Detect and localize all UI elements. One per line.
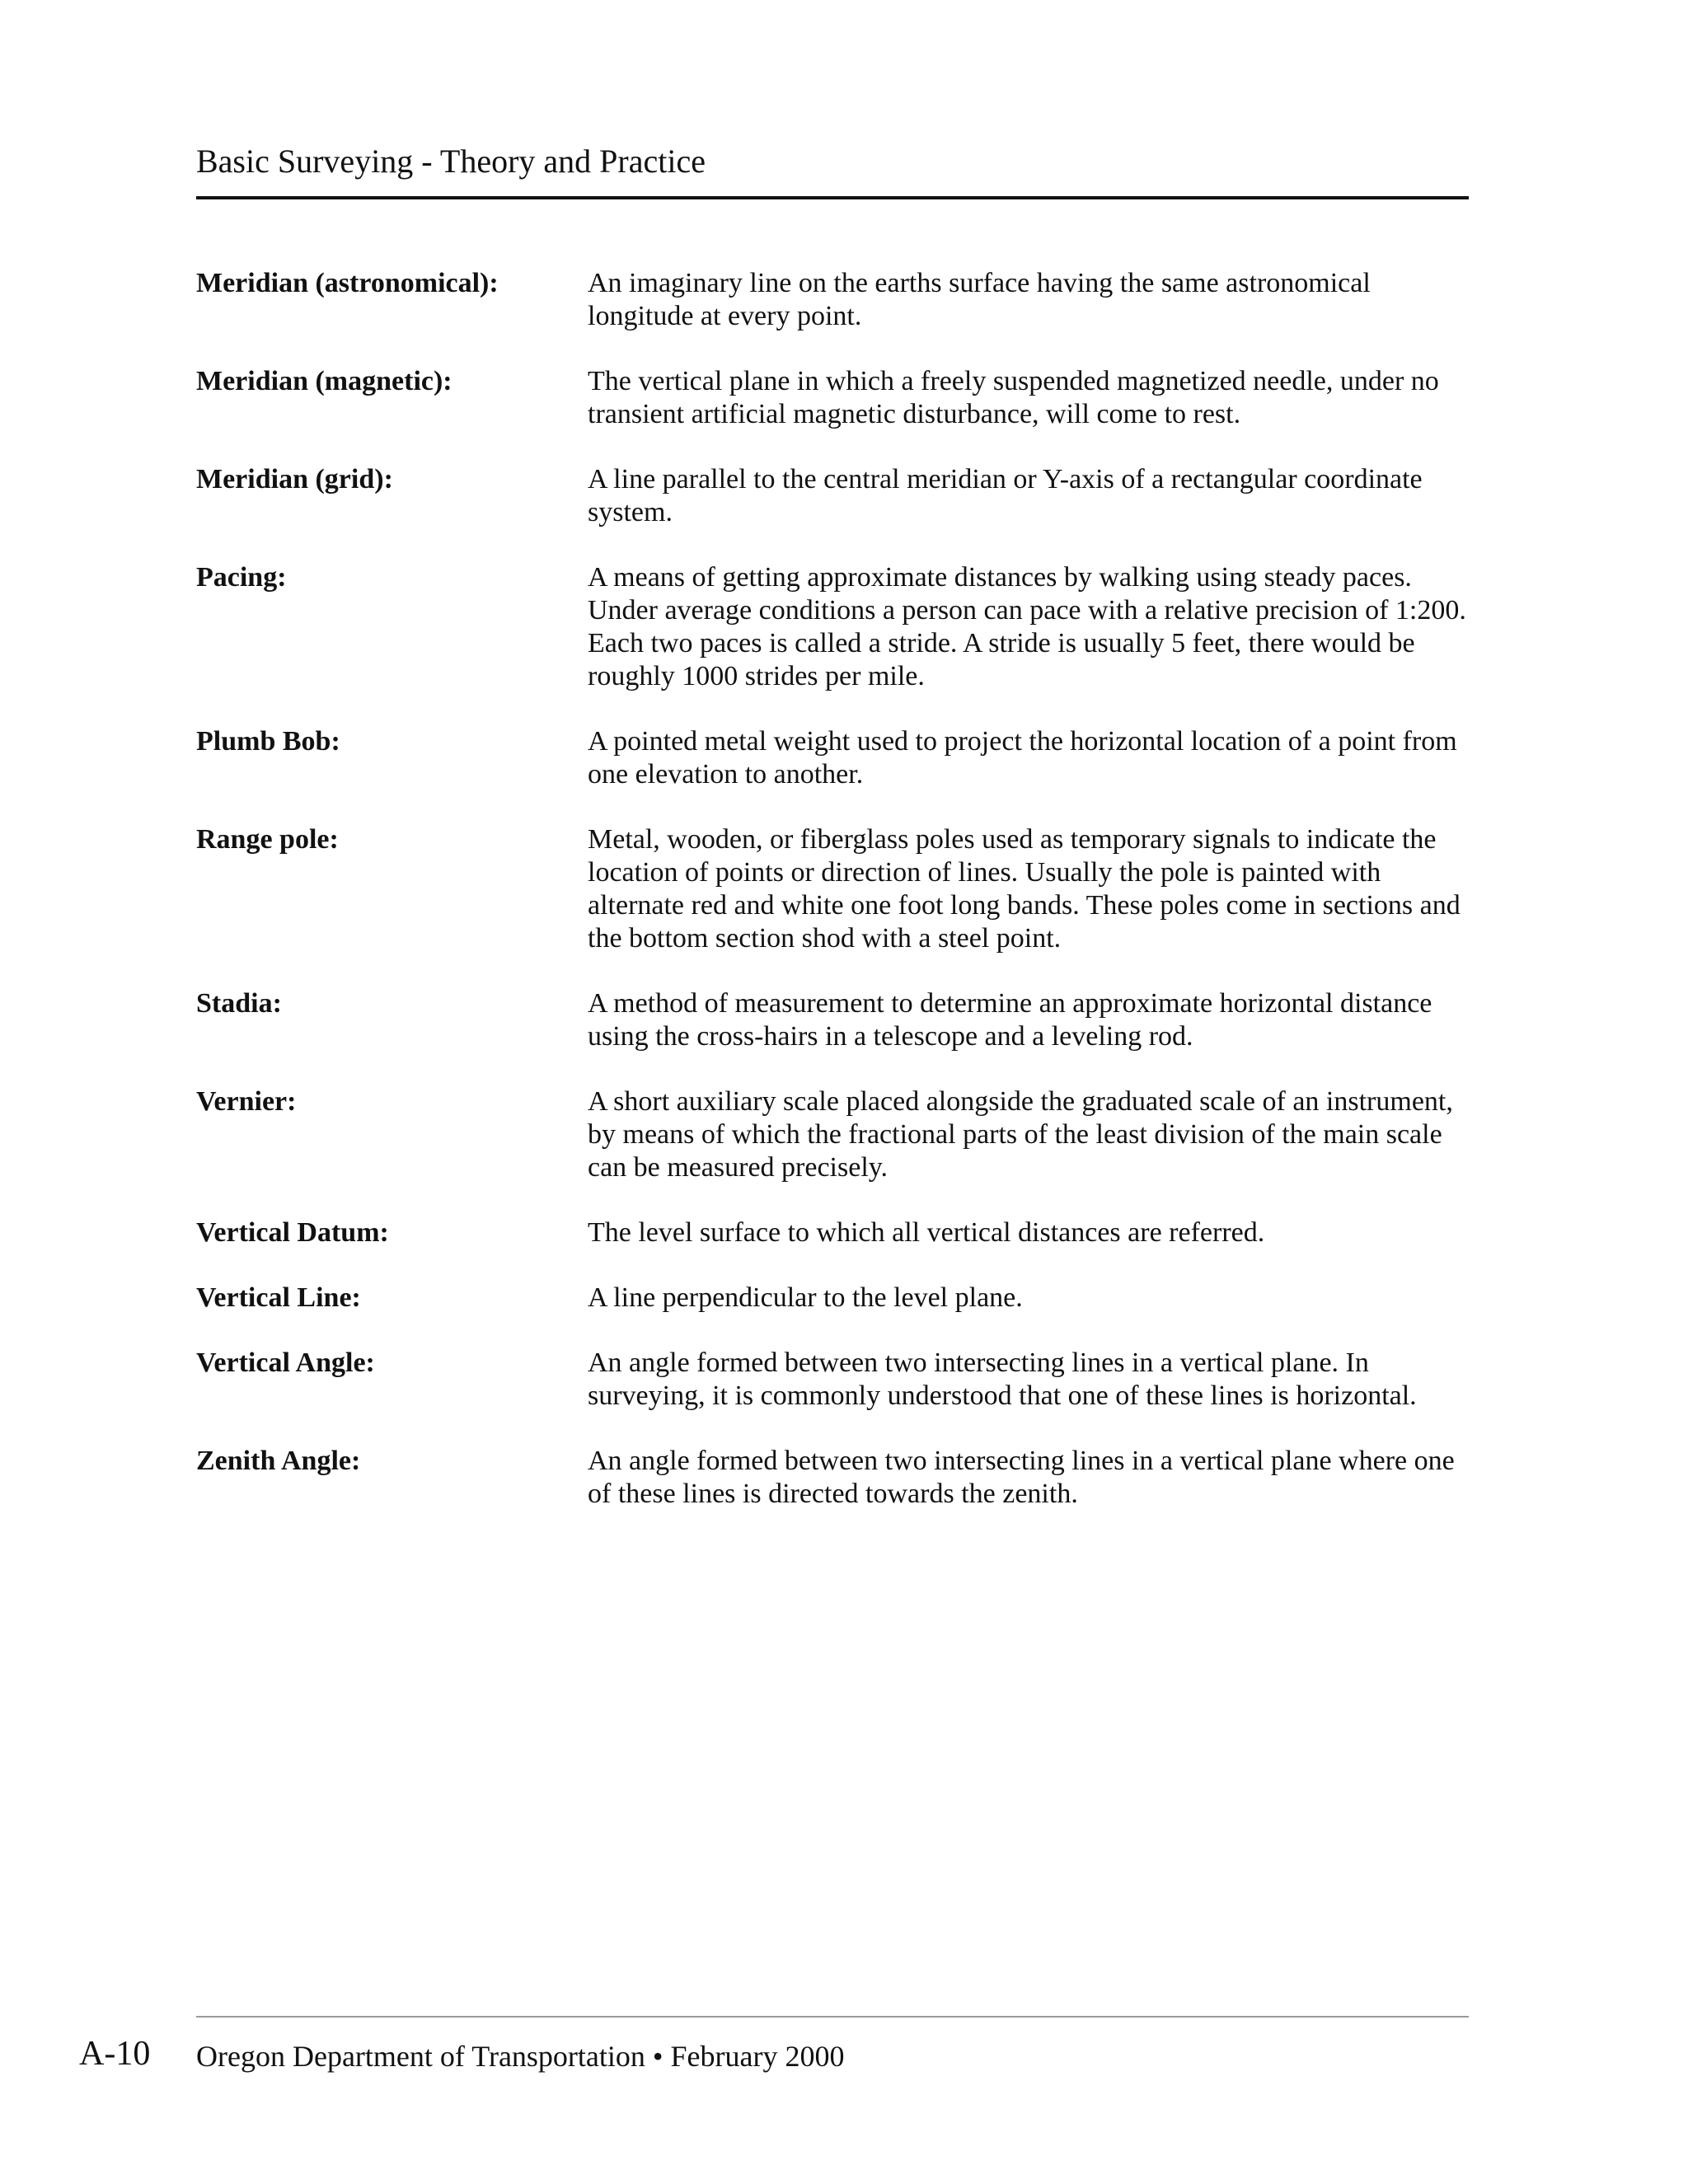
glossary-entry-meridian-astronomical [196, 267, 1469, 333]
glossary-term: Range pole: [196, 824, 339, 855]
page-title: Basic Surveying - Theory and Practice [196, 143, 706, 180]
glossary-term: Zenith Angle: [196, 1446, 361, 1476]
glossary-definition: The vertical plane in which a freely suspended magnetized needle, under no transient artificial magnetic disturbance, will come to rest. [588, 366, 1439, 429]
glossary-definition: An imaginary line on the earths surface having the same astronomical longitude at every point. [588, 268, 1371, 331]
glossary-term: Meridian (astronomical): [196, 268, 499, 298]
glossary-entry-meridian-grid [196, 463, 1469, 529]
glossary-entry-stadia [196, 987, 1469, 1053]
glossary-entry-pacing [196, 561, 1469, 693]
footer-publisher-date: Oregon Department of Transportation • February 2000 [196, 2040, 845, 2073]
header-divider [196, 196, 1469, 199]
glossary-term: Pacing: [196, 562, 287, 593]
glossary-term: Vertical Datum: [196, 1217, 389, 1248]
glossary-entry-vertical-datum [196, 1216, 1469, 1249]
glossary-definition: A line perpendicular to the level plane. [588, 1282, 1023, 1313]
glossary-definition: An angle formed between two intersecting lines in a vertical plane where one of these lines is directed towards the zenith. [588, 1446, 1455, 1509]
glossary-definition: A line parallel to the central meridian or Y-axis of a rectangular coordinate system. [588, 464, 1423, 527]
glossary-definition: A means of getting approximate distances by walking using steady paces. Under average conditions a person can pace with a relative precision of 1:200. Each two paces is called a stride. A stride is usually 5 feet, there would be roughly 1000 strides per mile. [588, 562, 1466, 691]
glossary-definition: A short auxiliary scale placed alongside the graduated scale of an instrument, by means of which the fractional parts of the least division of the main scale can be measured precisely. [588, 1086, 1453, 1183]
glossary-definition: A pointed metal weight used to project the horizontal location of a point from one elevation to another. [588, 726, 1457, 790]
glossary-term: Stadia: [196, 988, 282, 1019]
glossary-definition: Metal, wooden, or fiberglass poles used as temporary signals to indicate the location of points or direction of lines. Usually the pole is painted with alternate red and white one foot long bands. These poles come in sections and the bottom section shod with a steel point. [588, 824, 1461, 954]
glossary-term: Vernier: [196, 1086, 297, 1117]
glossary-term: Vertical Angle: [196, 1347, 375, 1378]
glossary-term: Meridian (magnetic): [196, 366, 452, 396]
glossary-entry-range-pole [196, 823, 1469, 955]
glossary-definition: The level surface to which all vertical distances are referred. [588, 1217, 1265, 1248]
glossary-term: Vertical Line: [196, 1282, 361, 1313]
glossary-entry-meridian-magnetic [196, 365, 1469, 431]
page-footer [0, 2016, 1688, 2115]
page-number: A-10 [79, 2035, 151, 2073]
glossary-entry-zenith-angle [196, 1445, 1469, 1511]
glossary-entry-plumb-bob [196, 725, 1469, 791]
footer-divider [196, 2016, 1469, 2018]
glossary-term: Plumb Bob: [196, 726, 340, 757]
page-header [196, 137, 1469, 186]
glossary-definition: An angle formed between two intersecting lines in a vertical plane. In surveying, it is commonly understood that one of these lines is horizontal. [588, 1347, 1417, 1411]
glossary-list [196, 267, 1469, 1543]
glossary-entry-vertical-angle [196, 1347, 1469, 1413]
glossary-term: Meridian (grid): [196, 464, 393, 494]
glossary-entry-vertical-line [196, 1282, 1469, 1315]
glossary-entry-vernier [196, 1085, 1469, 1184]
glossary-definition: A method of measurement to determine an approximate horizontal distance using the cross-hairs in a telescope and a leveling rod. [588, 988, 1432, 1052]
